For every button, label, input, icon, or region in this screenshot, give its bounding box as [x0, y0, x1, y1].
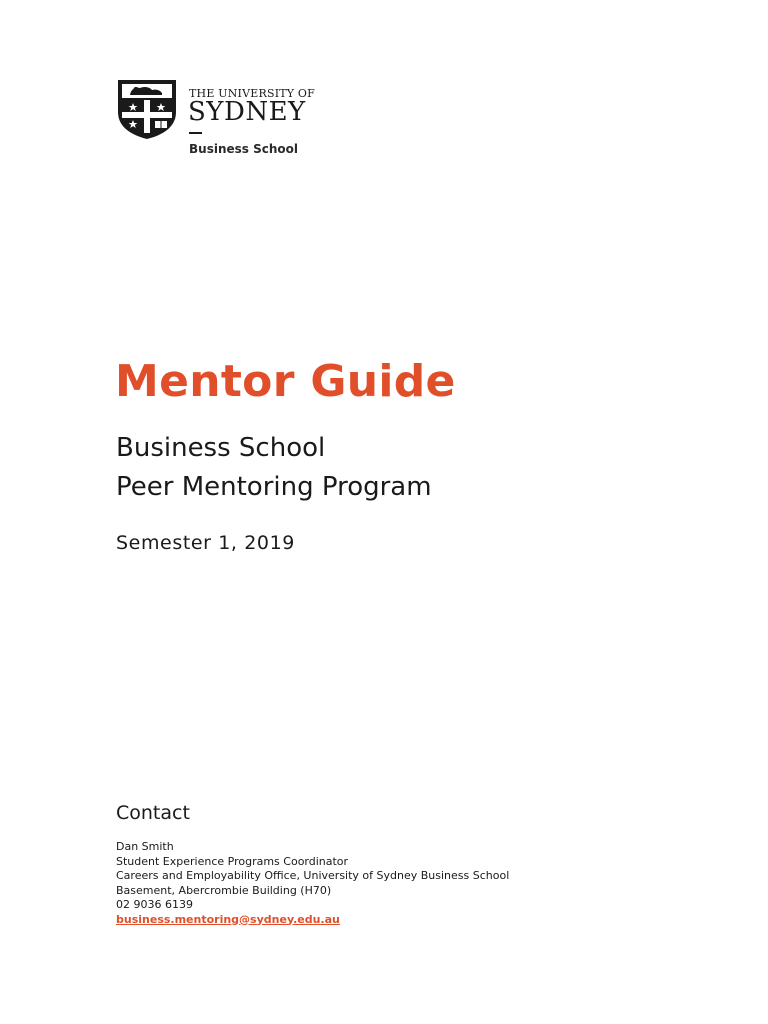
logo-university-of: THE UNIVERSITY OF	[189, 87, 315, 100]
subtitle-line-2: Peer Mentoring Program	[116, 472, 432, 502]
contact-heading: Contact	[116, 802, 190, 824]
contact-phone: 02 9036 6139	[116, 898, 193, 911]
university-crest-icon	[116, 78, 178, 140]
contact-role: Student Experience Programs Coordinator	[116, 854, 349, 868]
semester-label: Semester 1, 2019	[116, 532, 295, 554]
subtitle-line-1: Business School	[116, 433, 326, 463]
contact-email-link[interactable]: business.mentoring@sydney.edu.au	[116, 912, 340, 926]
logo-sydney: SYDNEY	[188, 97, 306, 127]
contact-details	[116, 840, 509, 927]
contact-office: Careers and Employability Office, University of Sydney Business School	[116, 869, 510, 882]
logo-divider	[189, 132, 202, 134]
logo-school-name: Business School	[189, 142, 298, 156]
document-title: Mentor Guide	[115, 356, 456, 407]
contact-name: Dan Smith	[116, 840, 174, 853]
contact-location: Basement, Abercrombie Building (H70)	[116, 883, 332, 897]
university-logo	[116, 78, 316, 160]
